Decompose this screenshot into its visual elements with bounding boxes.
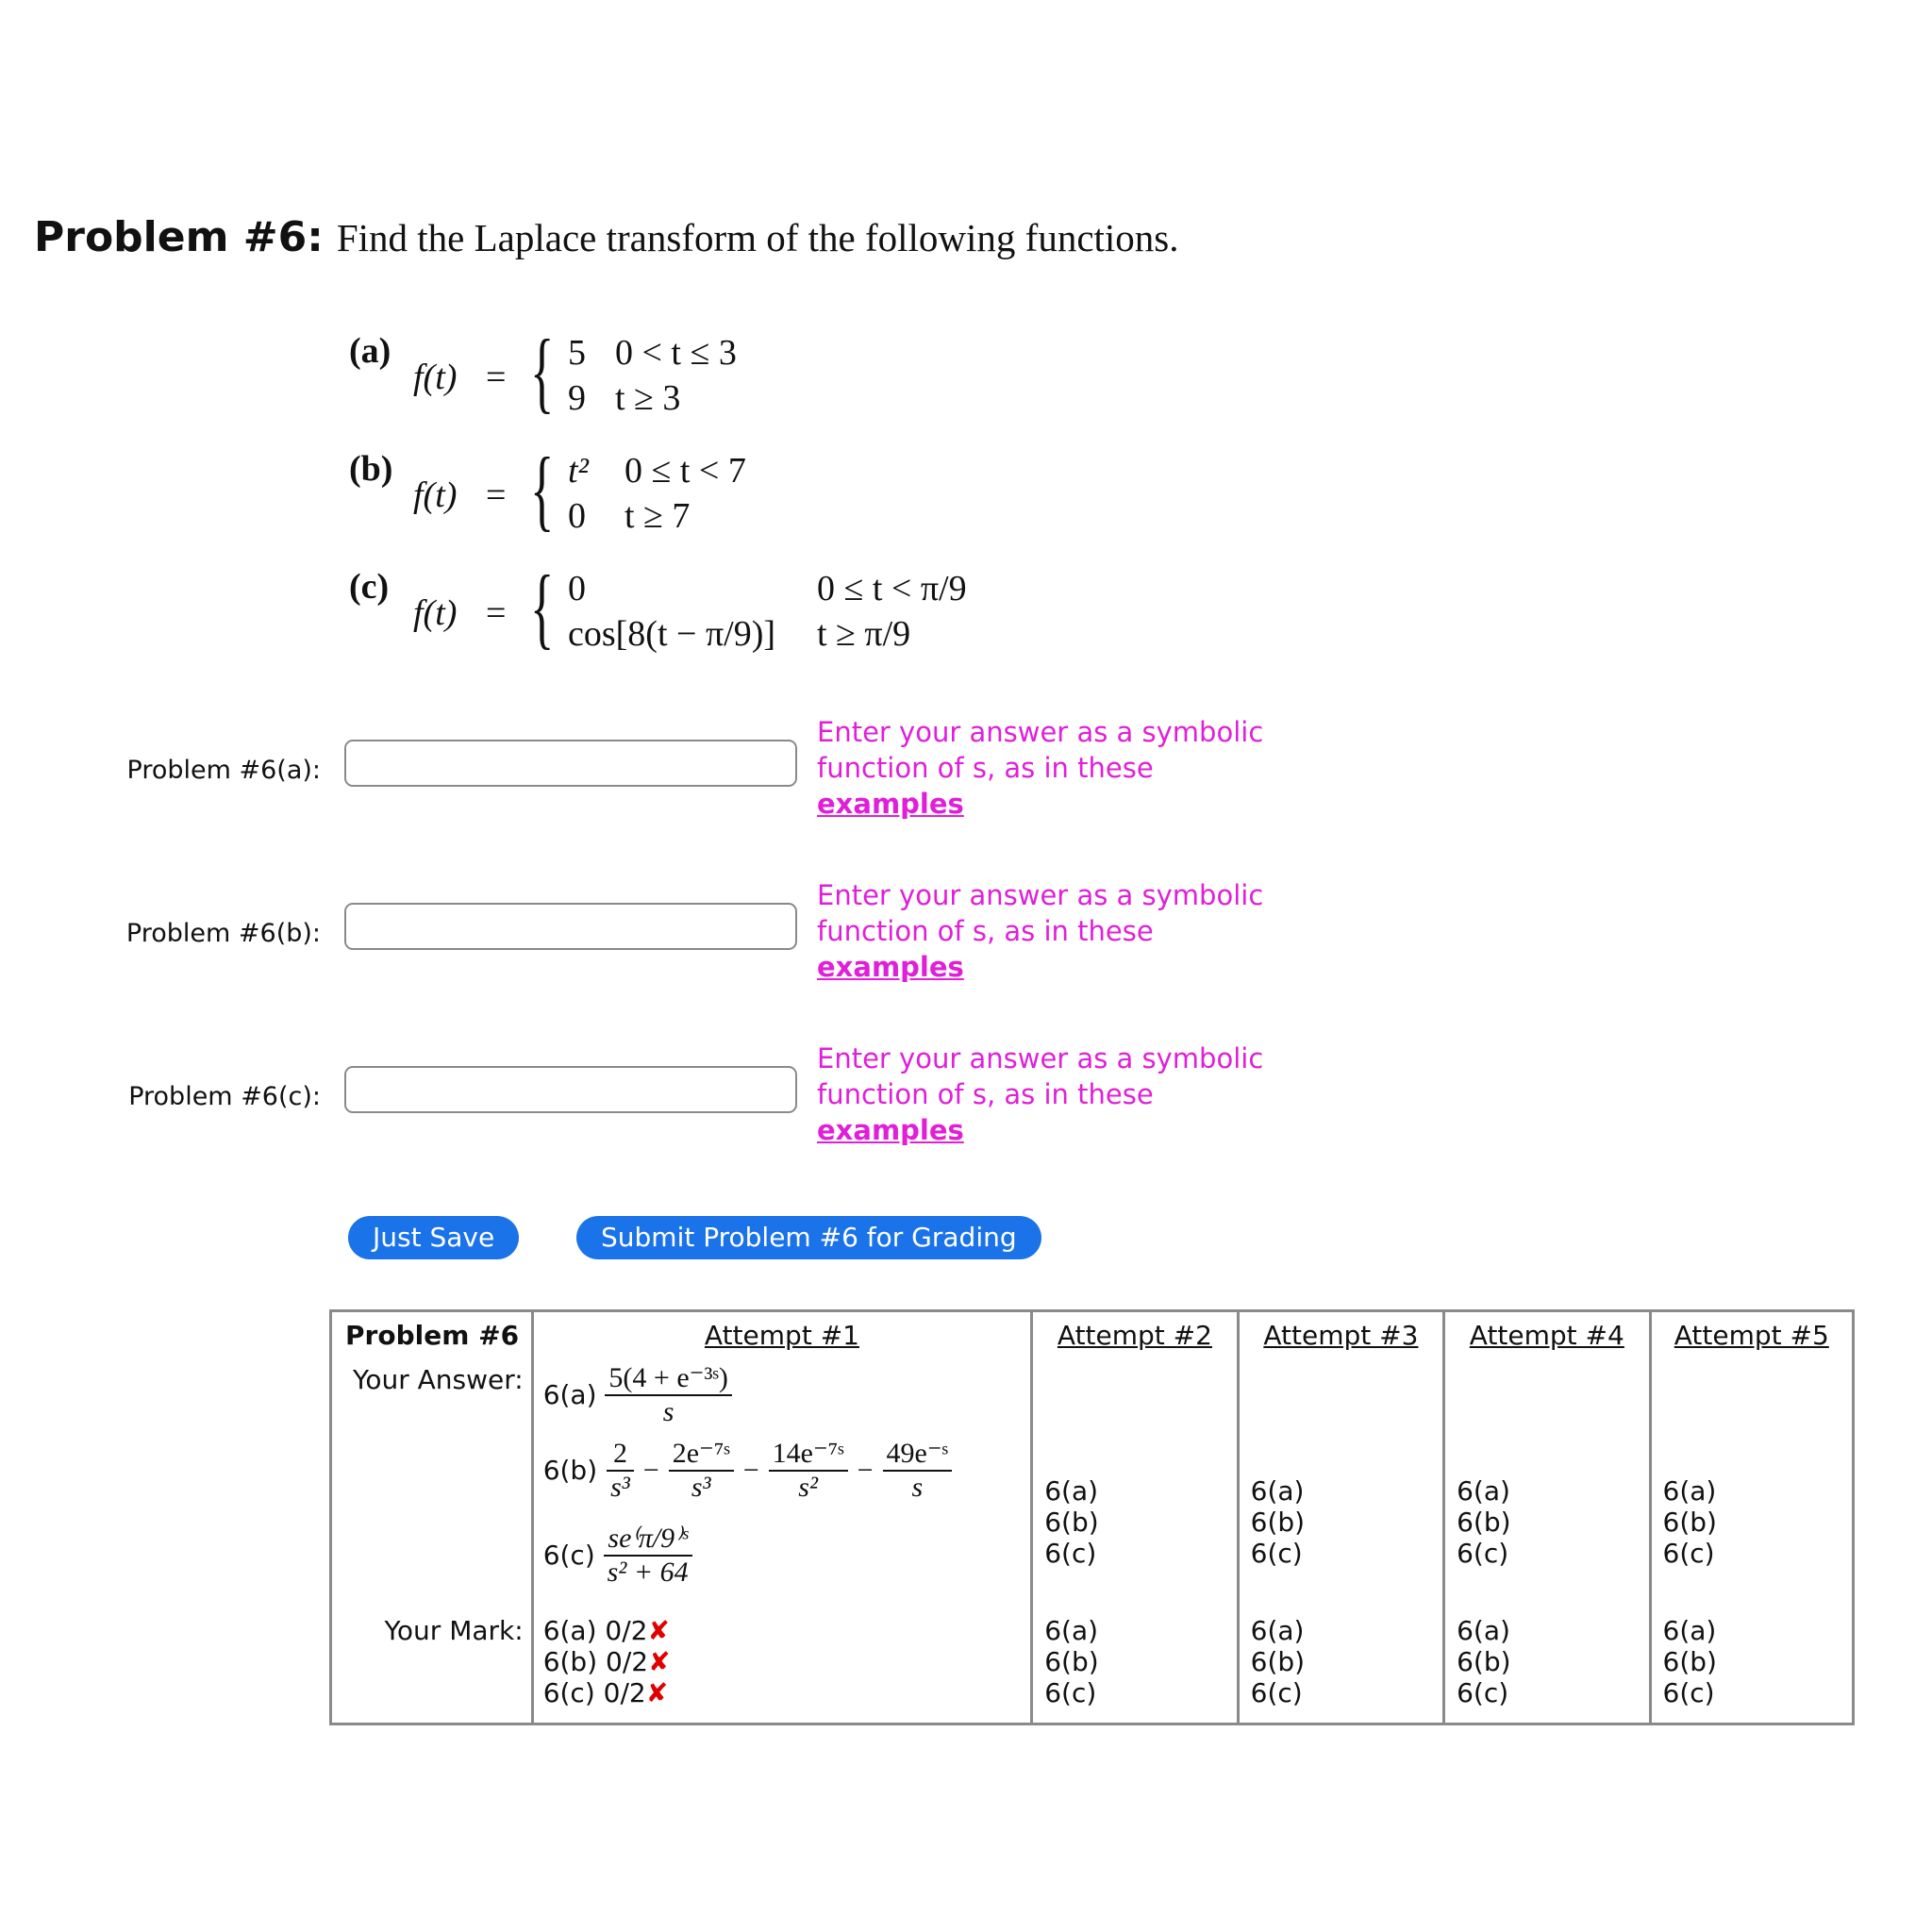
attempt-1-answer-b-term3: $\frac{\text{14e⁻⁷ˢ}}{\text{s²}}$ bbox=[769, 1437, 848, 1504]
attempt-3-header[interactable]: Attempt #3 bbox=[1238, 1311, 1443, 1362]
answer-b-hint-line2: function of s, as in these bbox=[817, 915, 1154, 947]
part-a-brace: { bbox=[530, 321, 555, 422]
answer-b-hint bbox=[817, 877, 1307, 985]
answer-a-hint-line1: Enter your answer as a symbolic bbox=[817, 716, 1264, 748]
wrong-x-icon: ✘ bbox=[645, 1676, 669, 1708]
attempt-1-answers bbox=[532, 1362, 1032, 1611]
problem-prompt: Find the Laplace transform of the following functions. bbox=[336, 215, 1179, 259]
part-c-case1-value: 0 bbox=[568, 569, 586, 608]
part-c-case2-condition: t ≥ π/9 bbox=[817, 614, 911, 654]
attempt-5-marks: 6(a) 6(b) 6(c) bbox=[1662, 1614, 1717, 1708]
part-c-eq: = bbox=[486, 593, 507, 633]
attempt-1-mark-a: 6(a) 0/2✘ bbox=[542, 1614, 670, 1646]
attempt-4-answers: 6(a) 6(b) 6(c) bbox=[1444, 1362, 1650, 1611]
attempt-1-answer-b-term4: $\frac{\text{49e⁻ˢ}}{s}$ bbox=[883, 1437, 953, 1504]
answer-c-label: Problem #6(c): bbox=[128, 1082, 321, 1111]
attempt-1-mark-b: 6(b) 0/2✘ bbox=[542, 1645, 671, 1677]
answer-c-input[interactable] bbox=[344, 1066, 797, 1113]
attempt-1-marks bbox=[532, 1611, 1032, 1724]
attempt-3-answers: 6(a) 6(b) 6(c) bbox=[1238, 1362, 1443, 1611]
attempt-5-header[interactable]: Attempt #5 bbox=[1674, 1320, 1829, 1351]
part-c-brace: { bbox=[530, 557, 555, 658]
answer-a-examples-link[interactable]: examples bbox=[817, 788, 964, 820]
attempt-2-answers: 6(a) 6(b) 6(c) bbox=[1032, 1362, 1238, 1611]
part-a-case2-condition: t ≥ 3 bbox=[615, 378, 681, 418]
part-a-case1-condition: 0 < t ≤ 3 bbox=[615, 333, 737, 373]
answer-c-hint bbox=[817, 1041, 1307, 1148]
problem-title: Problem #6: bbox=[34, 213, 324, 261]
attempt-1-answer-c-fraction: $\frac{\text{se⁽π/9⁾ˢ}}{\text{s² + 64}}$ bbox=[604, 1522, 692, 1589]
answer-c-hint-line2: function of s, as in these bbox=[817, 1078, 1154, 1110]
attempt-1-answer-b-term1: $\frac{2}{\text{s³}}$ bbox=[607, 1438, 634, 1504]
part-c-case2-value: cos[8(t − π/9)] bbox=[568, 614, 776, 654]
your-answer-label: Your Answer: bbox=[331, 1362, 533, 1611]
part-b-brace: { bbox=[530, 439, 555, 540]
attempt-1-answer-a-fraction: $\frac{\text{5(4 + e⁻³ˢ)}}{s}$ bbox=[605, 1361, 731, 1428]
part-a-label: (a) bbox=[349, 331, 391, 371]
wrong-x-icon: ✘ bbox=[647, 1614, 670, 1646]
attempt-1-answer-a bbox=[543, 1362, 1031, 1428]
submit-grading-button[interactable]: Submit Problem #6 for Grading bbox=[576, 1216, 1041, 1259]
your-mark-label: Your Mark: bbox=[331, 1611, 533, 1724]
attempt-1-answer-b: 6(b) $\frac{2}{\text{s³}}$ − $\frac{\text{2e⁻⁷ˢ}}{\text{s³}}$ − $\frac{\text{14e⁻⁷ˢ}}{\text{s²}}$ − $\frac{\text{49e⁻ˢ}}{s}$ bbox=[543, 1428, 1031, 1513]
attempt-3-marks: 6(a) 6(b) 6(c) bbox=[1238, 1611, 1443, 1724]
attempt-4-header[interactable]: Attempt #4 bbox=[1444, 1311, 1650, 1362]
part-b-case2-value: 0 bbox=[568, 496, 586, 536]
part-b-fn: f(t) bbox=[413, 475, 458, 515]
table-problem-header: Problem #6 bbox=[331, 1311, 533, 1362]
wrong-x-icon: ✘ bbox=[648, 1645, 671, 1677]
part-b-case1-value: t² bbox=[568, 451, 589, 491]
answer-a-label: Problem #6(a): bbox=[126, 756, 321, 785]
part-a-fn: f(t) bbox=[413, 358, 458, 397]
answer-a-hint-line2: function of s, as in these bbox=[817, 752, 1154, 784]
attempt-1-answer-b-term2: $\frac{\text{2e⁻⁷ˢ}}{\text{s³}}$ bbox=[669, 1437, 734, 1504]
attempt-1-answer-a-label: 6(a) bbox=[542, 1379, 597, 1410]
just-save-button[interactable]: Just Save bbox=[348, 1216, 519, 1259]
part-b-eq: = bbox=[486, 475, 507, 515]
attempt-1-answer-c-label: 6(c) bbox=[542, 1540, 595, 1571]
part-c-fn: f(t) bbox=[413, 593, 458, 633]
part-b-case2-condition: t ≥ 7 bbox=[625, 496, 691, 536]
answer-b-examples-link[interactable]: examples bbox=[817, 951, 964, 983]
part-b-case1-condition: 0 ≤ t < 7 bbox=[625, 451, 746, 491]
attempts-table bbox=[329, 1309, 1855, 1725]
attempt-2-header[interactable]: Attempt #2 bbox=[1032, 1311, 1238, 1362]
attempt-1-answer-c bbox=[543, 1513, 1031, 1598]
answer-c-hint-line1: Enter your answer as a symbolic bbox=[817, 1042, 1264, 1074]
attempt-1-header[interactable]: Attempt #1 bbox=[532, 1311, 1032, 1362]
attempt-1-answer-b-label: 6(b) bbox=[542, 1455, 598, 1486]
answer-b-input[interactable] bbox=[344, 903, 797, 950]
part-a-eq: = bbox=[486, 358, 507, 397]
attempt-5-answers: 6(a) 6(b) 6(c) bbox=[1662, 1474, 1717, 1569]
part-a-case2-value: 9 bbox=[568, 378, 586, 418]
part-c-case1-condition: 0 ≤ t < π/9 bbox=[817, 569, 967, 608]
answer-a-input[interactable] bbox=[344, 740, 797, 787]
problem-title-line bbox=[34, 213, 1179, 270]
part-b-label: (b) bbox=[349, 449, 393, 489]
answer-c-examples-link[interactable]: examples bbox=[817, 1114, 964, 1146]
answer-a-hint bbox=[817, 714, 1307, 822]
part-a-case1-value: 5 bbox=[568, 333, 586, 373]
attempt-2-marks: 6(a) 6(b) 6(c) bbox=[1032, 1611, 1238, 1724]
attempt-1-mark-c: 6(c) 0/2✘ bbox=[542, 1676, 669, 1708]
answer-b-label: Problem #6(b): bbox=[125, 919, 321, 948]
part-c-label: (c) bbox=[349, 567, 390, 607]
answer-b-hint-line1: Enter your answer as a symbolic bbox=[817, 879, 1264, 911]
attempt-4-marks: 6(a) 6(b) 6(c) bbox=[1444, 1611, 1650, 1724]
